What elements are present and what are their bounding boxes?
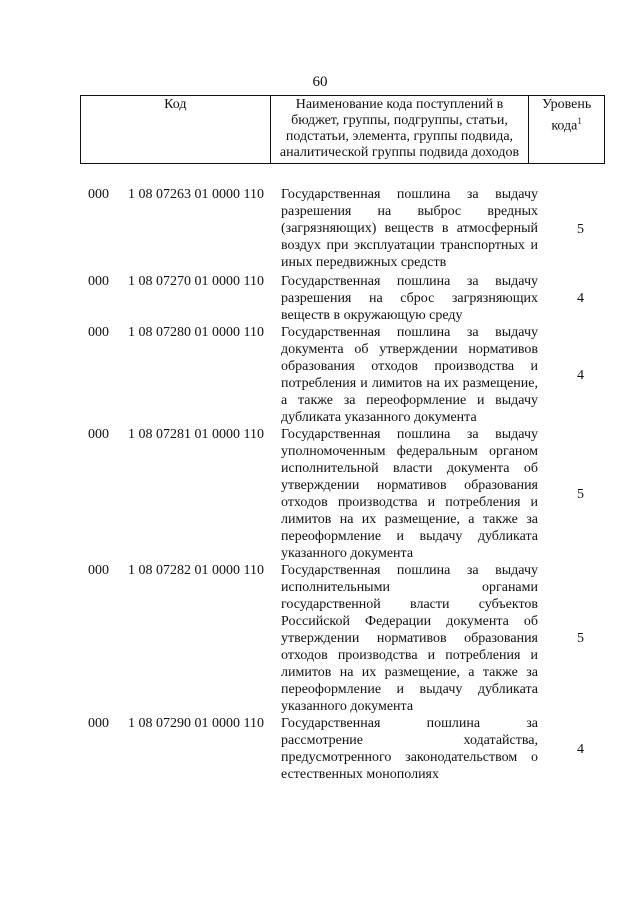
table-row <box>80 426 605 562</box>
page-number: 60 <box>312 74 328 90</box>
header-level <box>529 96 605 164</box>
admin-code: 000 <box>88 716 109 731</box>
header-level-label: Уровень кода <box>541 97 592 134</box>
revenue-name: Государственная пошлина за рассмотрение ходатайства, предусмотренного законодательством о естественных монополиях <box>281 716 538 782</box>
code-level: 5 <box>577 486 584 502</box>
code-level: 4 <box>577 291 584 306</box>
revenue-code: 1 08 07280 01 0000 110 <box>128 325 264 340</box>
revenue-name: Государственная пошлина за выдачу разрешения на выброс вредных (загрязняющих) веществ в атмосферный воздух при эксплуатации транспортных и иных передвижных средств <box>281 187 538 270</box>
revenue-code: 1 08 07281 01 0000 110 <box>128 427 264 442</box>
footnote-marker: 1 <box>577 116 582 126</box>
header-code: Код <box>81 96 271 164</box>
table-row <box>80 324 605 426</box>
table-header <box>80 95 605 164</box>
revenue-name: Государственная пошлина за выдачу разрешения на сброс загрязняющих веществ в окружающую среду <box>281 274 538 323</box>
revenue-name: Государственная пошлина за выдачу документа об утверждении нормативов образования отходов производства и потребления и лимитов на их размещение, а также за переоформление и выдачу дубликата указанного документа <box>281 325 538 425</box>
revenue-code: 1 08 07263 01 0000 110 <box>128 187 264 202</box>
revenue-name: Государственная пошлина за выдачу уполномоченным федеральным органом исполнительной власти документа об утверждении нормативов образования отходов производства и потребления и лимитов на их размещение, а также за переоформление и выдачу дубликата указанного документа <box>281 427 538 561</box>
revenue-code: 1 08 07270 01 0000 110 <box>128 274 264 289</box>
admin-code: 000 <box>88 274 109 289</box>
admin-code: 000 <box>88 325 109 340</box>
revenue-code: 1 08 07282 01 0000 110 <box>128 563 264 578</box>
code-level: 4 <box>577 741 584 757</box>
revenue-name: Государственная пошлина за выдачу исполнительными органами государственной власти субъектов Российской Федерации документа об утверждении нормативов образования отходов производства и потребления и лимитов на их размещение, а также за переоформление и выдачу дубликата указанного документа <box>281 563 538 714</box>
table-row <box>80 186 605 273</box>
admin-code: 000 <box>88 427 109 442</box>
header-name: Наименование кода поступлений в бюджет, группы, подгруппы, статьи, подстатьи, элемента, группы подвида, аналитической группы подвида доходов <box>270 96 529 164</box>
table-row <box>80 562 605 715</box>
table-body <box>80 186 605 783</box>
code-level: 4 <box>577 367 584 383</box>
table-row <box>80 715 605 783</box>
admin-code: 000 <box>88 187 109 202</box>
code-level: 5 <box>577 631 584 646</box>
admin-code: 000 <box>88 563 109 578</box>
table-row <box>80 273 605 324</box>
code-level: 5 <box>577 222 584 237</box>
revenue-code: 1 08 07290 01 0000 110 <box>128 716 264 731</box>
